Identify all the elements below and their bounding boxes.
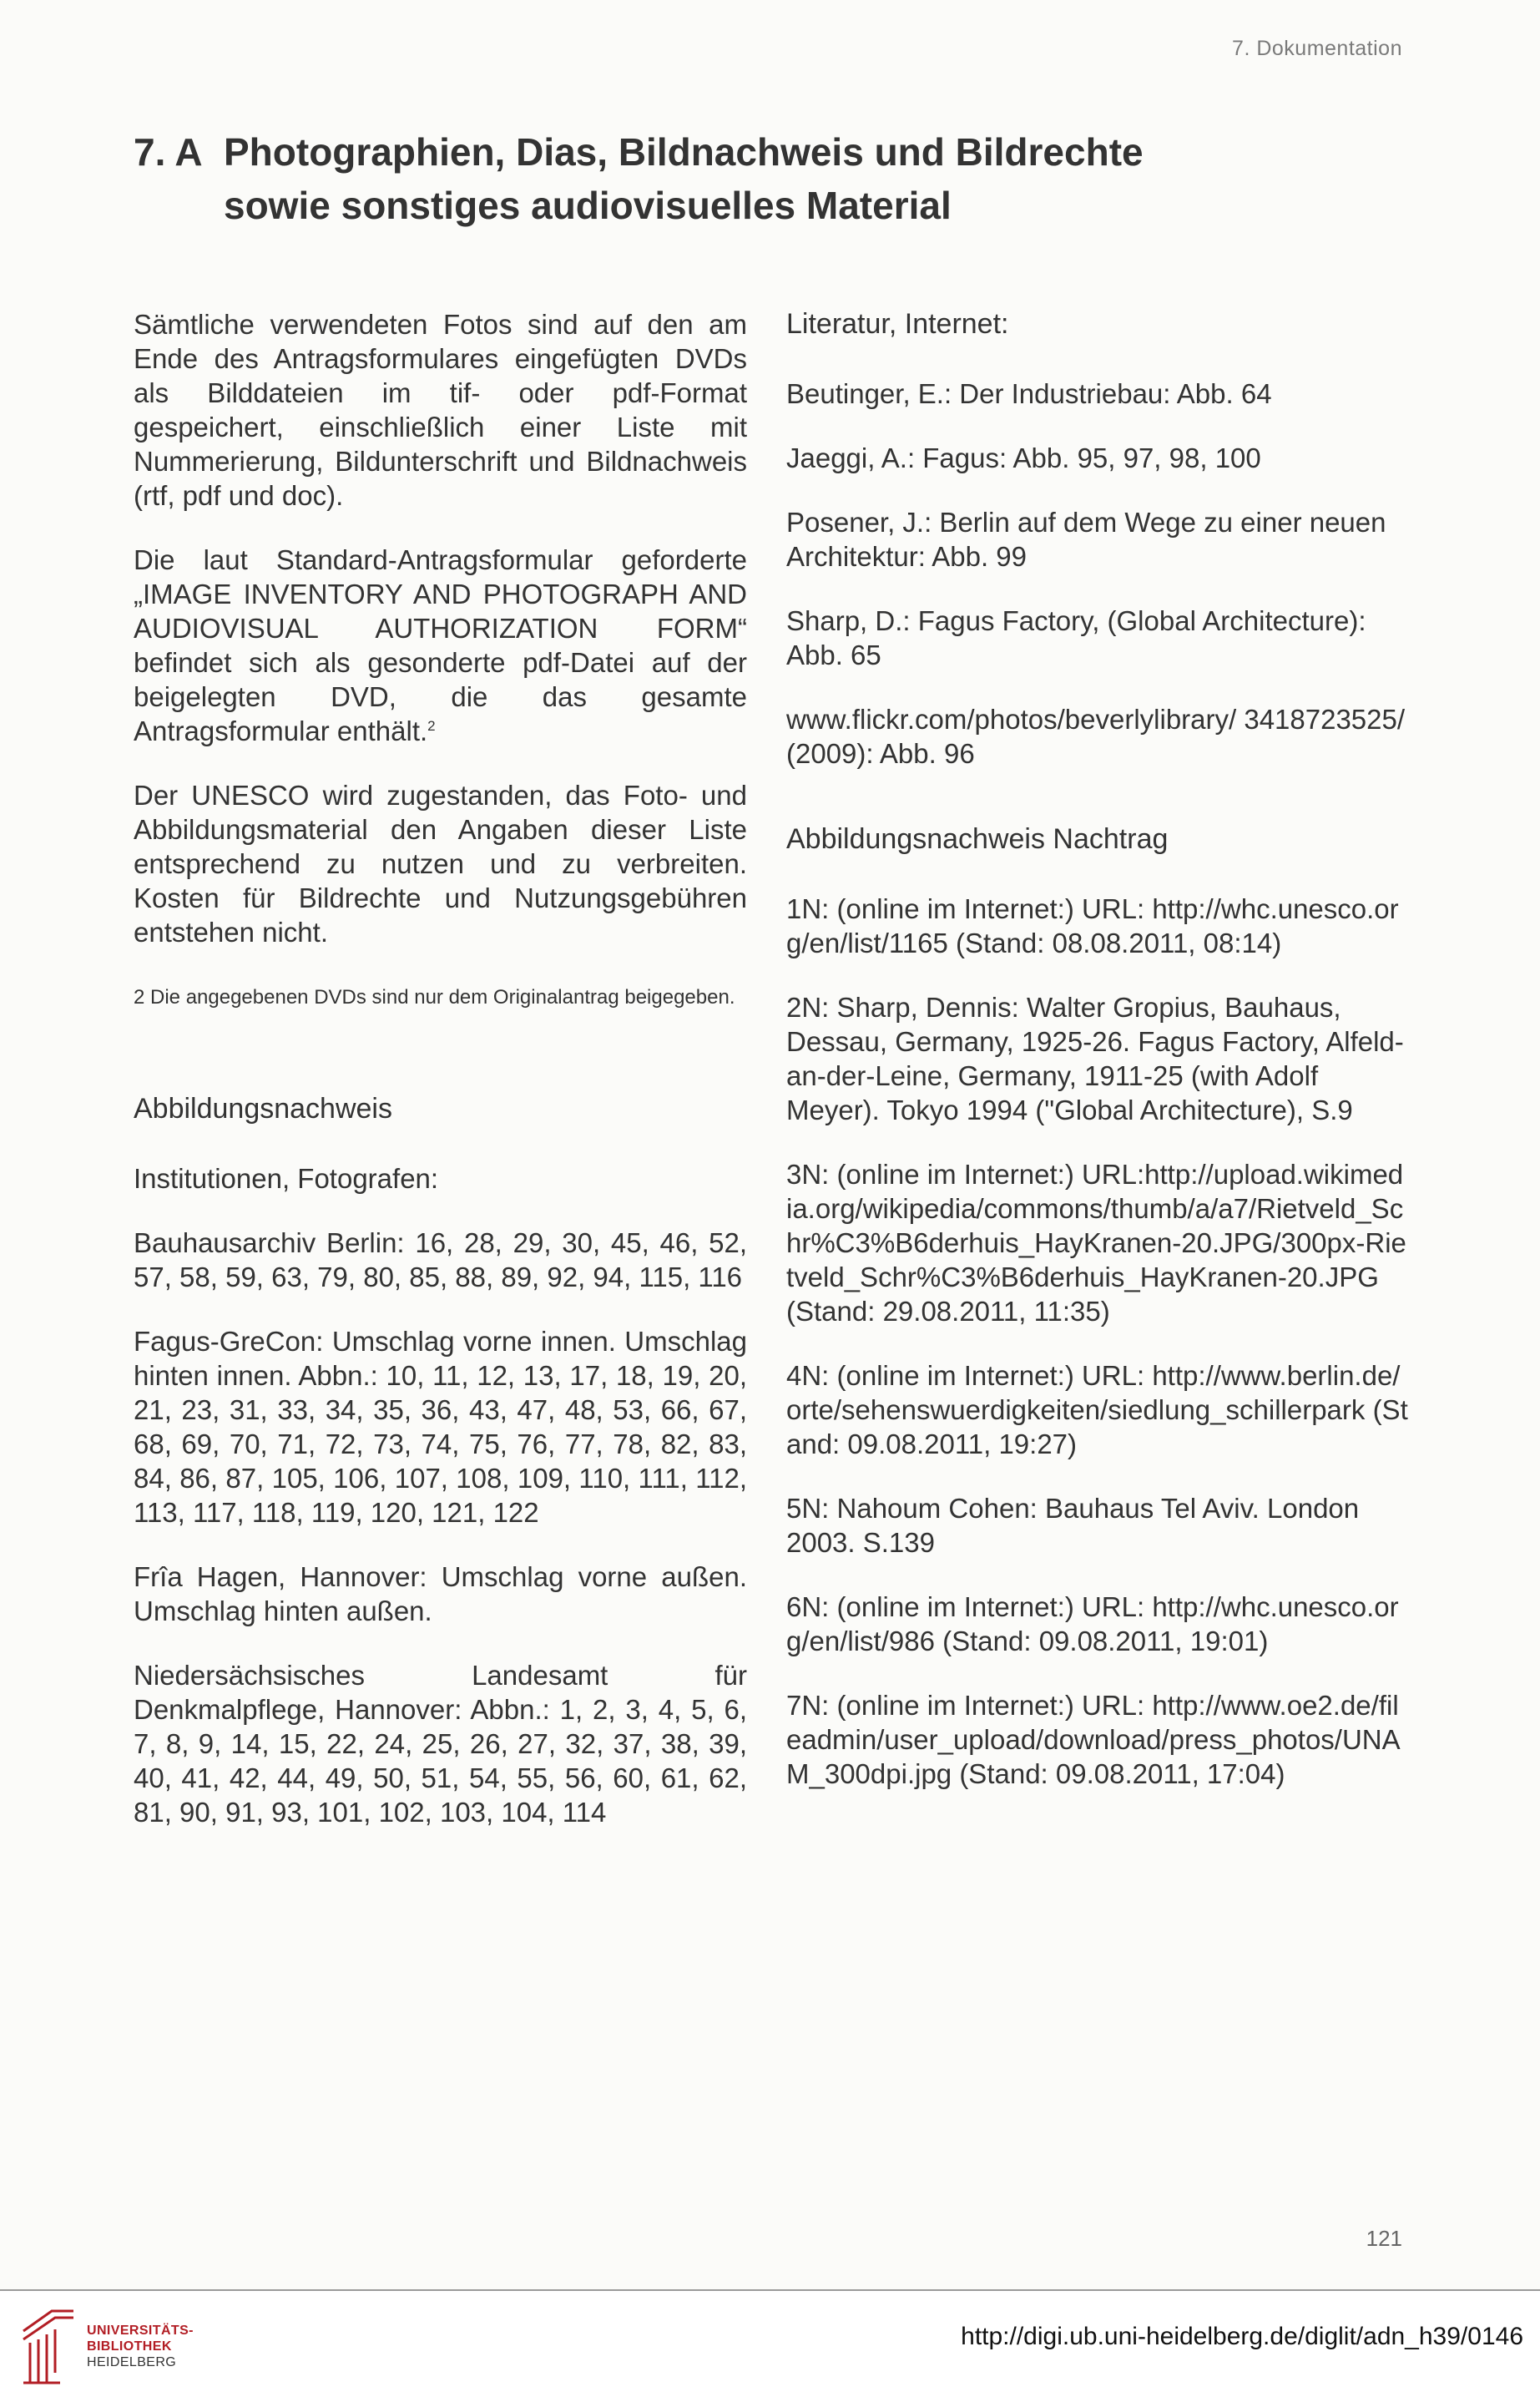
credit-entry: Bauhausarchiv Berlin: 16, 28, 29, 30, 45, 46, 52, 57, 58, 59, 63, 79, 80, 85, 88, 89, 92, 94, 115, 116 bbox=[134, 1227, 747, 1292]
credit-entry: Frîa Hagen, Hannover: Umschlag vorne außen. Umschlag hinten außen. bbox=[134, 1561, 747, 1626]
footer-bar bbox=[0, 2291, 1540, 2402]
literature-entry: Jaeggi, A.: Fagus: Abb. 95, 97, 98, 100 bbox=[786, 442, 1261, 473]
supplement-entry: 7N: (online im Internet:) URL: http://www.oe2.de/fileadmin/user_upload/download/press_photos/UNAM_300dpi.jpg (Stand: 09.08.2011, 17:04) bbox=[786, 1690, 1401, 1789]
supplement-entry: 2N: Sharp, Dennis: Walter Gropius, Bauhaus, Dessau, Germany, 1925-26. Fagus Factory, Alfeld-an-der-Leine, Germany, 1911-25 (with Adolf Meyer). Tokyo 1994 ("Global Architecture), S.9 bbox=[786, 992, 1404, 1125]
page-number: 121 bbox=[1366, 2226, 1402, 2251]
supplement-entry: 6N: (online im Internet:) URL: http://whc.unesco.org/en/list/986 (Stand: 09.08.2011, 19:01) bbox=[786, 1591, 1399, 1656]
right-column bbox=[786, 307, 1408, 1821]
section-heading-abbildungsnachweis: Abbildungsnachweis bbox=[134, 1093, 392, 1125]
chapter-title-line1: Photographien, Dias, Bildnachweis und Bildrechte bbox=[224, 130, 1144, 174]
supplement-entry: 5N: Nahoum Cohen: Bauhaus Tel Aviv. London 2003. S.139 bbox=[786, 1493, 1360, 1558]
paragraph-unesco: Der UNESCO wird zugestanden, das Foto- und Abbildungsmaterial den Angaben dieser Liste entsprechend zu nutzen und zu verbreiten. Kosten für Bildrechte und Nutzungsgebühren entstehen nicht. bbox=[134, 780, 747, 948]
credit-entry: Niedersächsisches Landesamt für Denkmalpflege, Hannover: Abbn.: 1, 2, 3, 4, 5, 6, 7, 8, 9, 14, 15, 22, 24, 25, 26, 27, 32, 37, 38, 39, 40, 41, 42, 44, 49, 50, 51, 54, 55, 56, 60, 61, 62, 81, 90, 91, 93, 101, 102, 103, 104, 114 bbox=[134, 1660, 747, 1828]
footnote: 2 Die angegebenen DVDs sind nur dem Originalantrag beigegeben. bbox=[134, 986, 735, 1009]
paragraph-photos: Sämtliche verwendeten Fotos sind auf den am Ende des Antragsformulares eingefügten DVDs als Bilddateien im tif- oder pdf-Format gespeichert, einschließlich einer Liste mit Nummerierung, Bildunterschrift und Bildnachweis (rtf, pdf und doc). bbox=[134, 309, 747, 511]
library-logo-icon bbox=[18, 2306, 77, 2386]
literature-entry: Beutinger, E.: Der Industriebau: Abb. 64 bbox=[786, 378, 1272, 409]
subheading-institutions: Institutionen, Fotografen: bbox=[134, 1163, 439, 1194]
credit-entry: Fagus-GreCon: Umschlag vorne innen. Umschlag hinten innen. Abbn.: 10, 11, 12, 13, 17, 18, 19, 20, 21, 23, 31, 33, 34, 35, 36, 43, 47, 48, 53, 66, 67, 68, 69, 70, 71, 72, 73, 74, 75, 76, 77, 78, 82, 83, 84, 86, 87, 105, 106, 107, 108, 109, 110, 111, 112, 113, 117, 118, 119, 120, 121, 122 bbox=[134, 1326, 747, 1528]
section-heading-literature: Literatur, Internet: bbox=[786, 308, 1009, 340]
section-heading-supplement: Abbildungsnachweis Nachtrag bbox=[786, 823, 1169, 855]
running-head: 7. Dokumentation bbox=[1232, 37, 1402, 60]
literature-entry: Posener, J.: Berlin auf dem Wege zu einer neuen Architektur: Abb. 99 bbox=[786, 507, 1386, 572]
source-url-link[interactable]: http://digi.ub.uni-heidelberg.de/diglit/adn_h39/0146 bbox=[961, 2323, 1523, 2350]
literature-entry: www.flickr.com/photos/beverlylibrary/ 3418723525/ (2009): Abb. 96 bbox=[786, 704, 1406, 769]
supplement-entry: 3N: (online im Internet:) URL:http://upload.wikimedia.org/wikipedia/commons/thumb/a/a7/Rietveld_Schr%C3%B6derhuis_HayKranen-20.JPG/300px-Rietveld_Schr%C3%B6derhuis_HayKranen-20.JPG (Stand: 29.08.2011, 11:35) bbox=[786, 1159, 1406, 1327]
library-name: UNIVERSITÄTS- BIBLIOTHEK HEIDELBERG bbox=[87, 2324, 194, 2369]
footnote-marker[interactable]: 2 bbox=[427, 718, 436, 734]
paragraph-inventory-text: Die laut Standard-Antragsformular geforderte „IMAGE INVENTORY AND PHOTOGRAPH AND AUDIOVISUAL AUTHORIZATION FORM“ befindet sich als gesonderte pdf-Datei auf der beigelegten DVD, die das gesamte Antragsformular enthält. bbox=[134, 544, 747, 746]
supplement-entry: 1N: (online im Internet:) URL: http://whc.unesco.org/en/list/1165 (Stand: 08.08.2011, 08:14) bbox=[786, 893, 1399, 958]
paragraph-inventory-form bbox=[134, 543, 747, 748]
literature-entry: Sharp, D.: Fagus Factory, (Global Architecture): Abb. 65 bbox=[786, 605, 1366, 670]
chapter-number: 7. A bbox=[134, 130, 203, 174]
supplement-entry: 4N: (online im Internet:) URL: http://www.berlin.de/orte/sehenswuerdigkeiten/siedlung_schillerpark (Stand: 09.08.2011, 19:27) bbox=[786, 1360, 1408, 1459]
chapter-title bbox=[134, 125, 1386, 232]
left-column bbox=[134, 307, 747, 1859]
chapter-title-line2: sowie sonstiges audiovisuelles Material bbox=[224, 184, 952, 227]
